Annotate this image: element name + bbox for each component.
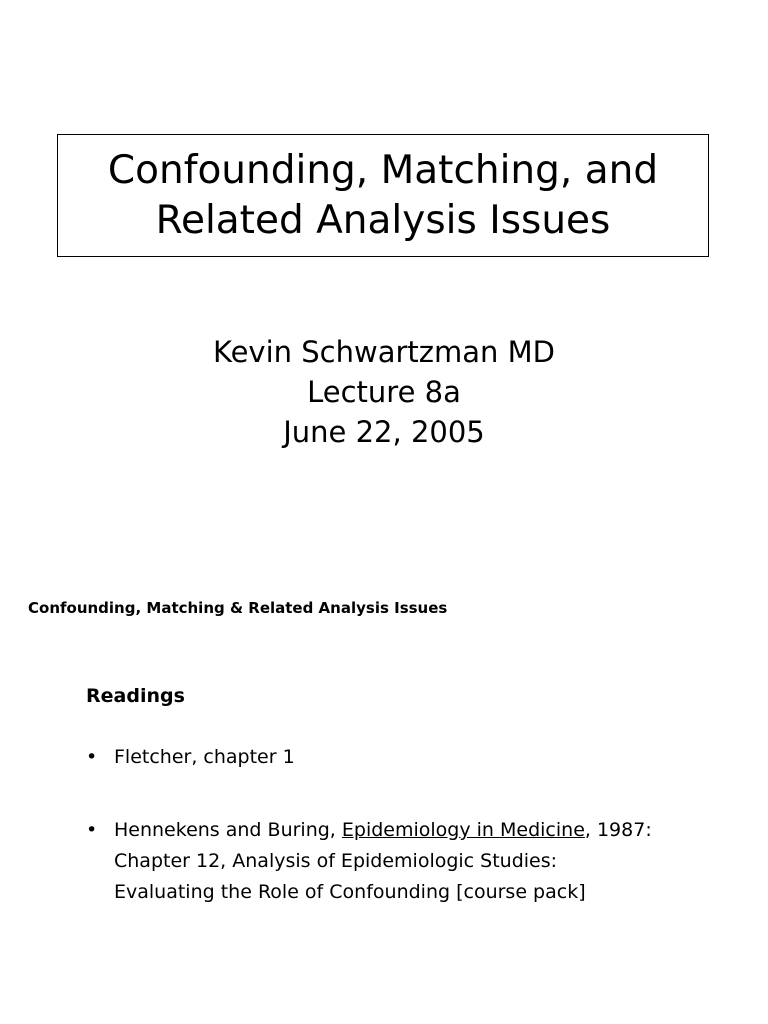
reading-text-line-3: Evaluating the Role of Confounding [course pack] xyxy=(114,881,586,903)
reading-authors: Hennekens and Buring, xyxy=(114,819,342,841)
title-box xyxy=(57,134,709,257)
author-name: Kevin Schwartzman MD xyxy=(213,335,555,369)
reading-text-line-2: Chapter 12, Analysis of Epidemiologic Studies: xyxy=(114,850,558,872)
reading-text-line-1 xyxy=(114,815,652,846)
slide-title-line-2: Related Analysis Issues xyxy=(155,197,611,243)
slide-title-line-1: Confounding, Matching, and xyxy=(107,147,659,193)
lecture-number: Lecture 8a xyxy=(307,375,461,409)
bullet-icon: • xyxy=(86,746,98,768)
reading-text: Fletcher, chapter 1 xyxy=(114,746,295,768)
readings-heading: Readings xyxy=(86,685,185,707)
author-block xyxy=(0,332,768,452)
book-title: Epidemiology in Medicine xyxy=(341,819,585,841)
notes-header: Confounding, Matching & Related Analysis Issues xyxy=(28,599,448,617)
lecture-date: June 22, 2005 xyxy=(283,415,485,449)
reading-year: , 1987: xyxy=(584,819,652,841)
reading-item-fletcher xyxy=(86,742,295,773)
bullet-icon: • xyxy=(86,819,98,841)
reading-item-hennekens xyxy=(86,815,652,908)
